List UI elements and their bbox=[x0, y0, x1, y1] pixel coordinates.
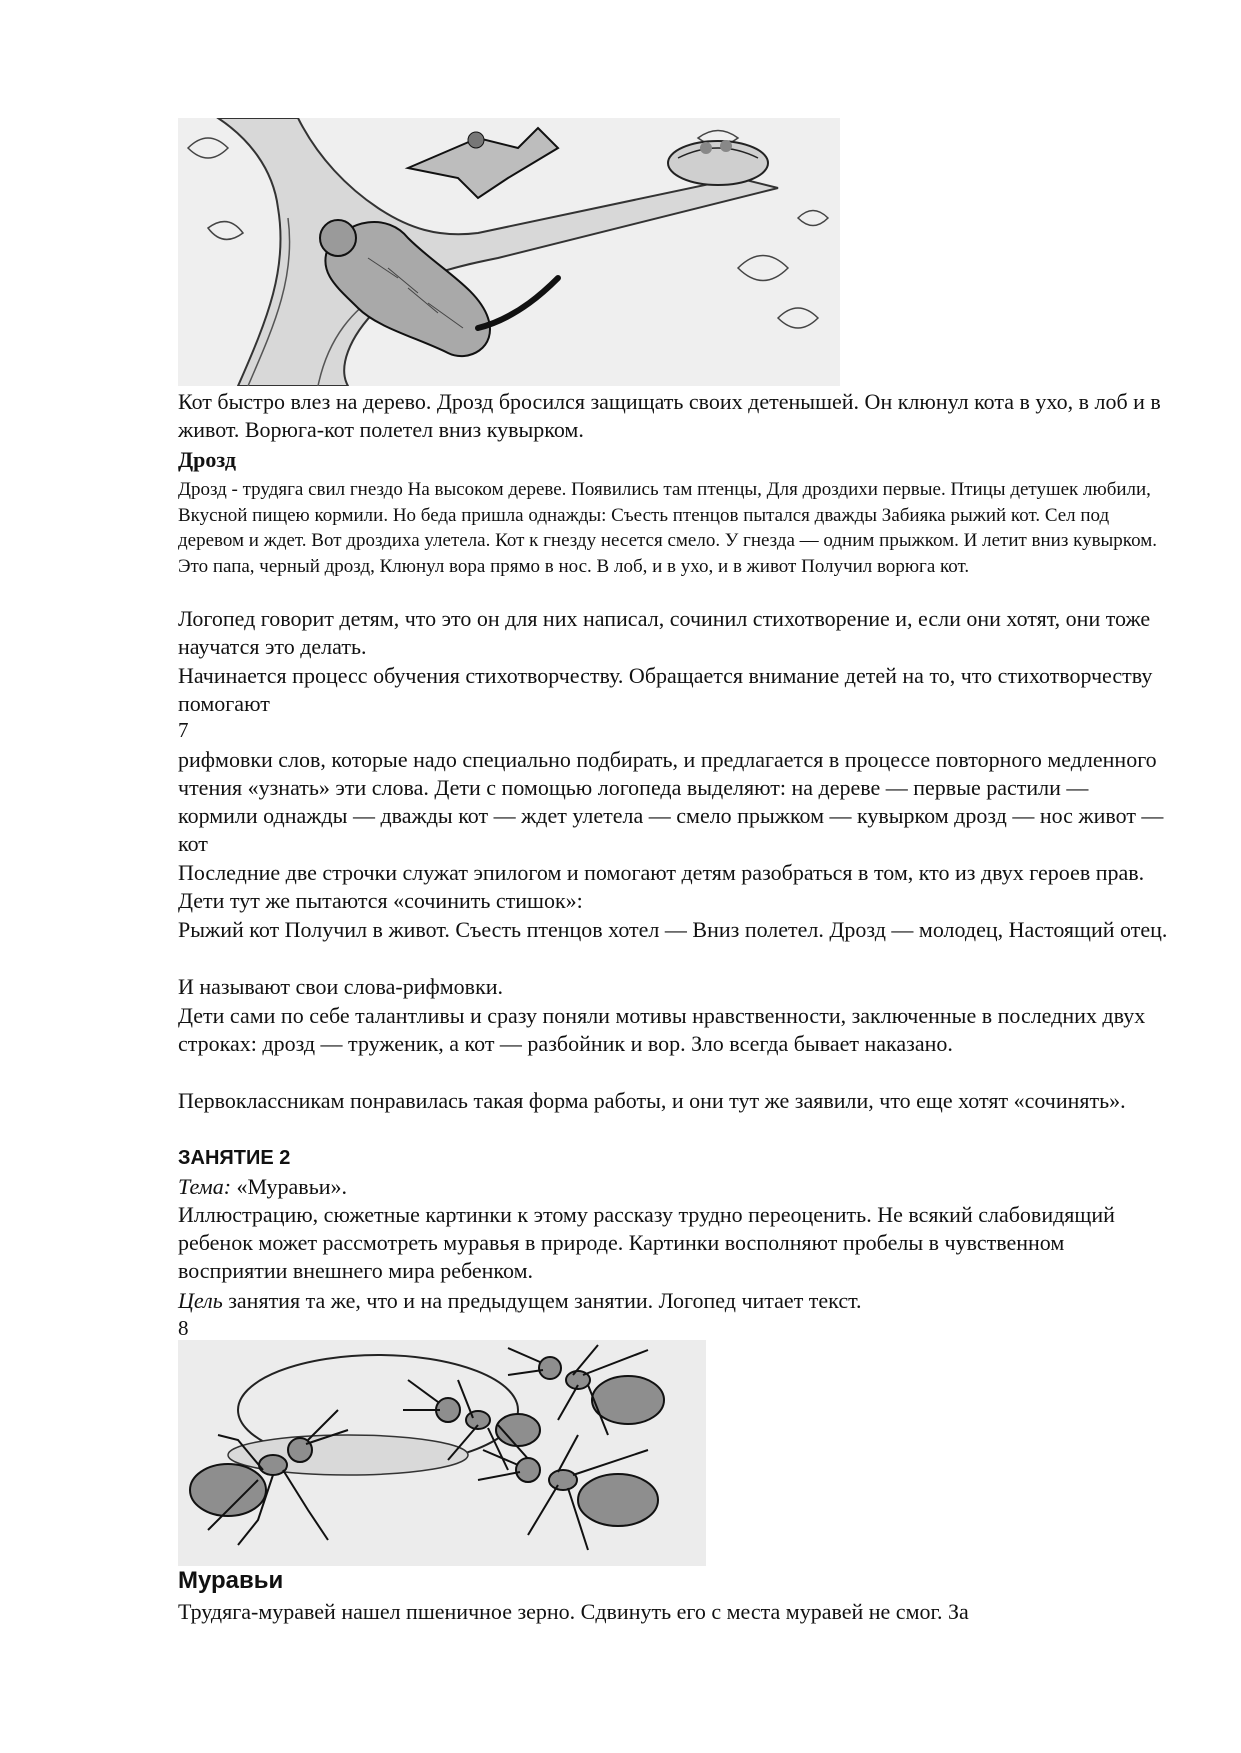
lesson-goal bbox=[178, 1287, 1168, 1315]
heading-drozd: Дрозд bbox=[178, 447, 236, 472]
page-number-8: 8 bbox=[178, 1316, 189, 1340]
paragraph-morality: Дети сами по себе талантливы и сразу поняли мотивы нравственности, заключенные в последних двух строках: дрозд — труженик, а кот — разбойник и вор. Зло всегда бывает наказано. bbox=[178, 1003, 1146, 1056]
goal-label: Цель bbox=[178, 1288, 223, 1313]
ants-drawing bbox=[178, 1340, 706, 1566]
heading-ants: Муравьи bbox=[178, 1567, 284, 1594]
theme-value: «Муравьи». bbox=[231, 1174, 348, 1199]
heading-lesson-2: ЗАНЯТИЕ 2 bbox=[178, 1147, 291, 1169]
page-number-7: 7 bbox=[178, 718, 189, 742]
paragraph-epilogue: Последние две строчки служат эпилогом и помогают детям разобраться в том, кто из двух героев прав. Дети тут же пытаются «сочинить стишок»: bbox=[178, 860, 1145, 913]
thrush-cat-drawing bbox=[178, 118, 840, 386]
paragraph-logoped-says: Логопед говорит детям, что это он для них написал, сочинил стихотворение и, если они хотят, они тоже научатся это делать. bbox=[178, 606, 1151, 659]
paragraph-rhymes: рифмовки слов, которые надо специально подбирать, и предлагается в процессе повторного медленного чтения «узнать» эти слова. Дети с помощью логопеда выделяют: на дереве — первые растили — кормили однажды — дважды кот — ждет улетела — смело прыжком — кувырком дрозд — нос живот — кот bbox=[178, 747, 1164, 856]
theme-label: Тема: bbox=[178, 1174, 232, 1199]
paragraph-process-begins: Начинается процесс обучения стихотворчеству. Обращается внимание детей на то, что стихотворчеству помогают bbox=[178, 663, 1153, 716]
poem-drozd: Дрозд - трудяга свил гнездо На высоком дереве. Появились там птенцы, Для дроздихи первые. Птицы детушек любили, Вкусной пищею кормили. Но беда пришла однажды: Съесть птенцов пытался дважды Забияка рыжий кот. Сел под деревом и ждет. Вот дроздиха улетела. Кот к гнезду несется смело. У гнезда — одним прыжком. И летит вниз кувырком. Это папа, черный дрозд, Клюнул вора прямо в нос. В лоб, и в ухо, и в живот Получил ворюга кот. bbox=[178, 479, 1157, 577]
paragraph-children-poem: Рыжий кот Получил в живот. Съесть птенцов хотел — Вниз полетел. Дрозд — молодец, Настоящий отец. bbox=[178, 917, 1168, 942]
paragraph-ant-found-grain: Трудяга-муравей нашел пшеничное зерно. Сдвинуть его с места муравей не смог. За bbox=[178, 1599, 969, 1624]
paragraph-cat-climbs: Кот быстро влез на дерево. Дрозд бросился защищать своих детенышей. Он клюнул кота в ухо, в лоб и в живот. Ворюга-кот полетел вниз кувырком. bbox=[178, 389, 1161, 442]
ants-illustration bbox=[178, 1340, 706, 1566]
paragraph-illustrations: Иллюстрацию, сюжетные картинки к этому рассказу трудно переоценить. Не всякий слабовидящий ребенок может рассмотреть муравья в природе. Картинки восполняют пробелы в чувственном восприятии внешнего мира ребенком. bbox=[178, 1202, 1115, 1283]
lesson-theme bbox=[178, 1173, 1168, 1201]
thrush-cat-illustration bbox=[178, 118, 840, 386]
goal-value: занятия та же, что и на предыдущем занятии. Логопед читает текст. bbox=[222, 1288, 862, 1313]
paragraph-first-graders: Первоклассникам понравилась такая форма работы, и они тут же заявили, что еще хотят «сочинять». bbox=[178, 1088, 1126, 1113]
paragraph-rhyme-words: И называют свои слова-рифмовки. bbox=[178, 974, 504, 999]
